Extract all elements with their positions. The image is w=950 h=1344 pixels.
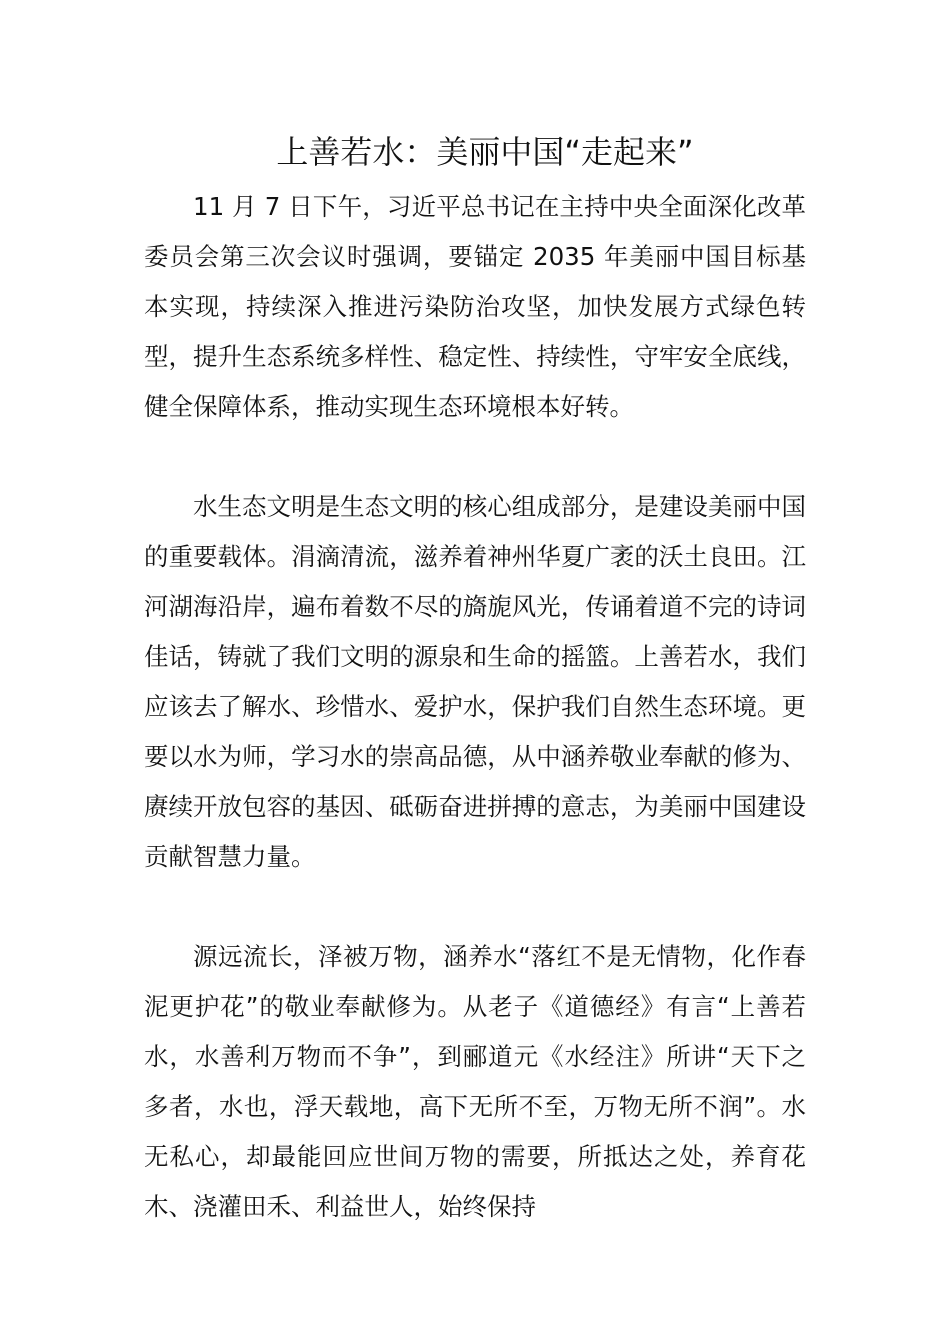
paragraph-spacer <box>144 432 806 482</box>
paragraph-3: 源远流长，泽被万物，涵养水“落红不是无情物，化作春泥更护花”的敬业奉献修为。从老子《道德经》有言“上善若水，水善利万物而不争”，到郦道元《水经注》所讲“天下之多者，水也，浮天载地，高下无所不至，万物无所不润”。水无私心，却最能回应世间万物的需要，所抵达之处，养育花木、浇灌田禾、利益世人，始终保持 <box>144 942 806 1221</box>
paragraph-1: 11 月 7 日下午，习近平总书记在主持中央全面深化改革委员会第三次会议时强调，要锚定 2035 年美丽中国目标基本实现，持续深入推进污染防治攻坚，加快发展方式绿色转型，提升生态系统多样性、稳定性、持续性，守牢安全底线，健全保障体系，推动实现生态环境根本好转。 <box>144 192 806 421</box>
document-title: 上善若水：美丽中国“走起来” <box>276 133 694 171</box>
paragraph-spacer <box>144 882 806 932</box>
document-page <box>144 122 806 1232</box>
paragraph-2: 水生态文明是生态文明的核心组成部分，是建设美丽中国的重要载体。涓滴清流，滋养着神州华夏广袤的沃土良田。江河湖海沿岸，遍布着数不尽的旖旎风光，传诵着道不完的诗词佳话，铸就了我们文明的源泉和生命的摇篮。上善若水，我们应该去了解水、珍惜水、爱护水，保护我们自然生态环境。更要以水为师，学习水的崇高品德，从中涵养敬业奉献的修为、赓续开放包容的基因、砥砺奋进拼搏的意志，为美丽中国建设贡献智慧力量。 <box>144 492 806 871</box>
